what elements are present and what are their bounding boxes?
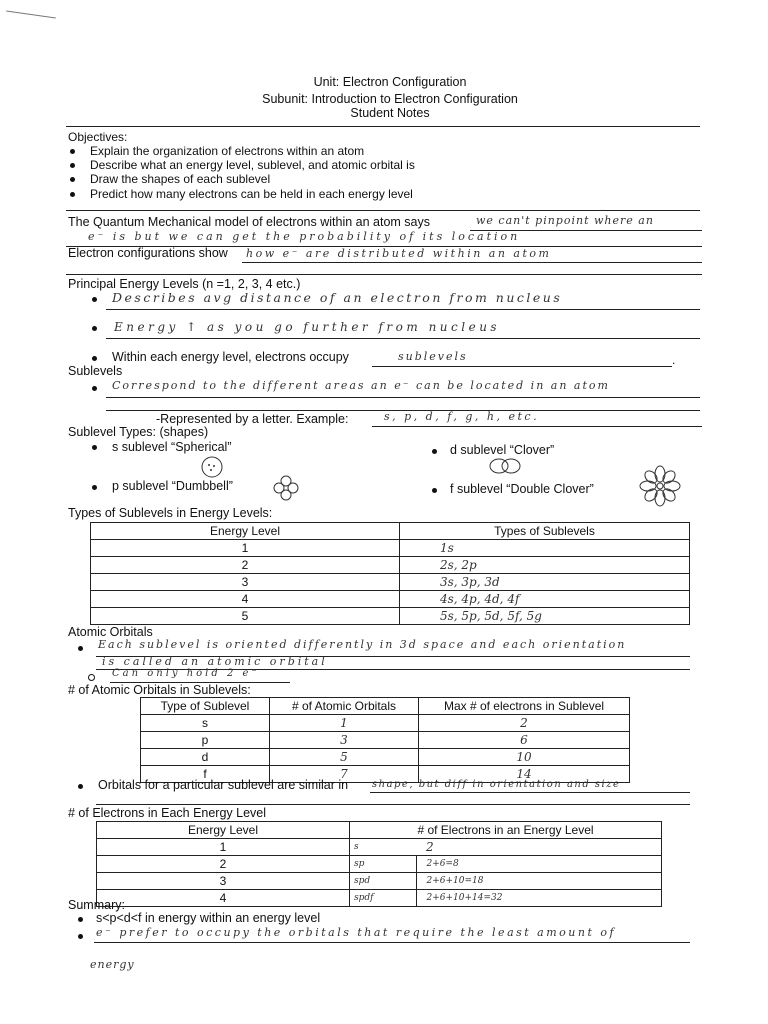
sublevels-answer1: Correspond to the different areas an e⁻ can be located in an atom bbox=[112, 379, 610, 392]
bullet bbox=[92, 386, 97, 391]
similar-prompt: Orbitals for a particular sublevel are similar in bbox=[98, 778, 349, 792]
table-row bbox=[91, 574, 690, 591]
sublevel-types-cell: 4s, 4p, 4d, 4f bbox=[400, 591, 690, 608]
answer-rule bbox=[106, 338, 700, 339]
electrons-per-level-table bbox=[96, 821, 662, 907]
column-header: # of Electrons in an Energy Level bbox=[350, 822, 662, 839]
represented-prompt: -Represented by a letter. Example: bbox=[156, 412, 349, 426]
bullet bbox=[92, 356, 97, 361]
orbital-count-cell: 3 bbox=[270, 732, 419, 749]
objectives-top-rule bbox=[66, 126, 700, 127]
orbitals-sub-answer: Can only hold 2 e⁻ bbox=[112, 668, 260, 679]
similar-answer: shape, but diff in orientation and size bbox=[372, 779, 621, 790]
bullet bbox=[432, 488, 437, 493]
table-row bbox=[141, 715, 630, 732]
sublevel-types-cell: 5s, 5p, 5d, 5f, 5g bbox=[400, 608, 690, 625]
column-header: Energy Level bbox=[97, 822, 350, 839]
electron-count-cell: 2+6=8 bbox=[416, 856, 662, 873]
objective-item: Predict how many electrons can be held in each energy level bbox=[90, 187, 413, 201]
table-row bbox=[97, 890, 662, 907]
orbital-count-heading: # of Atomic Orbitals in Sublevels: bbox=[68, 683, 251, 697]
summary-answer1: e⁻ prefer to occupy the orbitals that require the least amount of bbox=[96, 926, 617, 939]
principal-answer2: Energy ↑ as you go further from nucleus bbox=[114, 320, 501, 334]
energy-level-cell: 5 bbox=[91, 608, 400, 625]
sublevel-type-cell: s bbox=[141, 715, 270, 732]
answer-rule bbox=[96, 804, 690, 805]
column-header: # of Atomic Orbitals bbox=[270, 698, 419, 715]
quantum-answer-line2: e⁻ is but we can get the probability of its location bbox=[88, 230, 521, 243]
answer-rule bbox=[94, 942, 690, 943]
answer-rule bbox=[242, 262, 702, 263]
table-row bbox=[91, 557, 690, 574]
energy-level-cell: 3 bbox=[97, 873, 350, 890]
bullet bbox=[92, 485, 97, 490]
answer-rule bbox=[370, 792, 690, 793]
electron-count-cell: 2+6+10=18 bbox=[416, 873, 662, 890]
objective-item: Draw the shapes of each sublevel bbox=[90, 172, 271, 186]
sub-bullet bbox=[88, 674, 95, 681]
s-sublevel-label: s sublevel “Spherical” bbox=[112, 440, 232, 454]
electrons-table-heading: # of Electrons in Each Energy Level bbox=[68, 806, 267, 820]
column-header: Types of Sublevels bbox=[400, 523, 690, 540]
orbitals-heading: Atomic Orbitals bbox=[68, 625, 153, 639]
principal-heading: Principal Energy Levels (n =1, 2, 3, 4 etc.) bbox=[68, 277, 301, 291]
sublevel-type-cell: d bbox=[141, 749, 270, 766]
table-row bbox=[91, 608, 690, 625]
f-sublevel-label: f sublevel “Double Clover” bbox=[450, 482, 594, 496]
energy-level-cell: 4 bbox=[97, 890, 350, 907]
objectives-bottom-rule bbox=[66, 210, 700, 211]
bullet bbox=[78, 917, 83, 922]
energy-level-cell: 3 bbox=[91, 574, 400, 591]
d-orbital-sketch-icon bbox=[488, 456, 522, 476]
objectives-heading: Objectives: bbox=[68, 130, 128, 144]
config-prompt: Electron configurations show bbox=[68, 246, 228, 260]
sublevel-letters-cell: s bbox=[350, 839, 417, 856]
sublevel-type-cell: p bbox=[141, 732, 270, 749]
energy-level-cell: 1 bbox=[97, 839, 350, 856]
atomic-orbitals-table bbox=[140, 697, 630, 783]
within-period: . bbox=[672, 353, 676, 367]
types-of-sublevels-table bbox=[90, 522, 690, 625]
student-notes-title: Student Notes bbox=[350, 106, 430, 120]
objective-item: Describe what an energy level, sublevel, and atomic orbital is bbox=[90, 158, 415, 172]
objective-item: Explain the organization of electrons within an atom bbox=[90, 144, 365, 158]
bullet bbox=[78, 784, 83, 789]
max-electrons-cell: 6 bbox=[419, 732, 630, 749]
orbital-count-cell: 7 bbox=[270, 766, 419, 783]
types-table-heading: Types of Sublevels in Energy Levels: bbox=[68, 506, 273, 520]
sublevel-letters-cell: sp bbox=[350, 856, 417, 873]
orbitals-answer2: is called an atomic orbital bbox=[102, 655, 328, 668]
quantum-prompt: The Quantum Mechanical model of electrons within an atom says bbox=[68, 215, 430, 229]
sublevel-letters-cell: spd bbox=[350, 873, 417, 890]
summary-answer2: energy bbox=[90, 958, 135, 971]
table-row bbox=[141, 732, 630, 749]
p-orbital-sketch-icon bbox=[272, 474, 300, 502]
orbitals-answer1: Each sublevel is oriented differently in 3d space and each orientation bbox=[98, 638, 627, 651]
bullet bbox=[70, 192, 75, 197]
table-row bbox=[97, 839, 662, 856]
energy-level-cell: 2 bbox=[97, 856, 350, 873]
column-header: Energy Level bbox=[91, 523, 400, 540]
subunit-title: Subunit: Introduction to Electron Configuration bbox=[262, 92, 518, 106]
sublevel-letters-cell: spdf bbox=[350, 890, 417, 907]
sublevels-heading: Sublevels bbox=[68, 364, 123, 378]
s-orbital-sketch-icon bbox=[198, 454, 226, 480]
config-answer: how e⁻ are distributed within an atom bbox=[246, 247, 552, 260]
bullet bbox=[70, 163, 75, 168]
sublevel-types-cell: 1s bbox=[400, 540, 690, 557]
sublevel-types-cell: 3s, 3p, 3d bbox=[400, 574, 690, 591]
bullet bbox=[92, 297, 97, 302]
table-row bbox=[91, 540, 690, 557]
represented-answer: s, p, d, f, g, h, etc. bbox=[384, 410, 540, 423]
max-electrons-cell: 14 bbox=[419, 766, 630, 783]
table-row bbox=[97, 856, 662, 873]
sublevel-types-cell: 2s, 2p bbox=[400, 557, 690, 574]
energy-level-cell: 1 bbox=[91, 540, 400, 557]
electron-count-cell: 2 bbox=[416, 839, 662, 856]
orbital-count-cell: 5 bbox=[270, 749, 419, 766]
p-sublevel-label: p sublevel “Dumbbell” bbox=[112, 479, 233, 493]
answer-rule bbox=[372, 426, 702, 427]
bullet bbox=[92, 326, 97, 331]
bullet bbox=[92, 445, 97, 450]
answer-rule bbox=[106, 397, 700, 398]
bullet bbox=[70, 177, 75, 182]
within-answer: sublevels bbox=[398, 350, 468, 363]
principal-answer1: Describes avg distance of an electron from nucleus bbox=[112, 290, 563, 305]
answer-rule bbox=[372, 366, 672, 367]
max-electrons-cell: 2 bbox=[419, 715, 630, 732]
table-row bbox=[91, 591, 690, 608]
bullet bbox=[70, 149, 75, 154]
column-header: Type of Sublevel bbox=[141, 698, 270, 715]
max-electrons-cell: 10 bbox=[419, 749, 630, 766]
energy-level-cell: 2 bbox=[91, 557, 400, 574]
sublevel-type-cell: f bbox=[141, 766, 270, 783]
bullet bbox=[78, 934, 83, 939]
summary-item: s<p<d<f in energy within an energy level bbox=[96, 911, 321, 925]
unit-title: Unit: Electron Configuration bbox=[313, 75, 467, 89]
stray-pen-mark bbox=[6, 11, 56, 19]
summary-heading: Summary: bbox=[68, 898, 125, 912]
answer-rule bbox=[106, 309, 700, 310]
section-rule bbox=[66, 274, 702, 275]
d-sublevel-label: d sublevel “Clover” bbox=[450, 443, 555, 457]
quantum-answer-line1: we can't pinpoint where an bbox=[476, 214, 654, 227]
within-prompt: Within each energy level, electrons occupy bbox=[112, 350, 349, 364]
f-orbital-sketch-icon bbox=[638, 464, 682, 508]
orbital-count-cell: 1 bbox=[270, 715, 419, 732]
bullet bbox=[432, 449, 437, 454]
bullet bbox=[78, 646, 83, 651]
table-row bbox=[97, 873, 662, 890]
table-row bbox=[141, 749, 630, 766]
column-header: Max # of electrons in Sublevel bbox=[419, 698, 630, 715]
energy-level-cell: 4 bbox=[91, 591, 400, 608]
electron-count-cell: 2+6+10+14=32 bbox=[416, 890, 662, 907]
sublevel-types-heading: Sublevel Types: (shapes) bbox=[68, 425, 209, 439]
